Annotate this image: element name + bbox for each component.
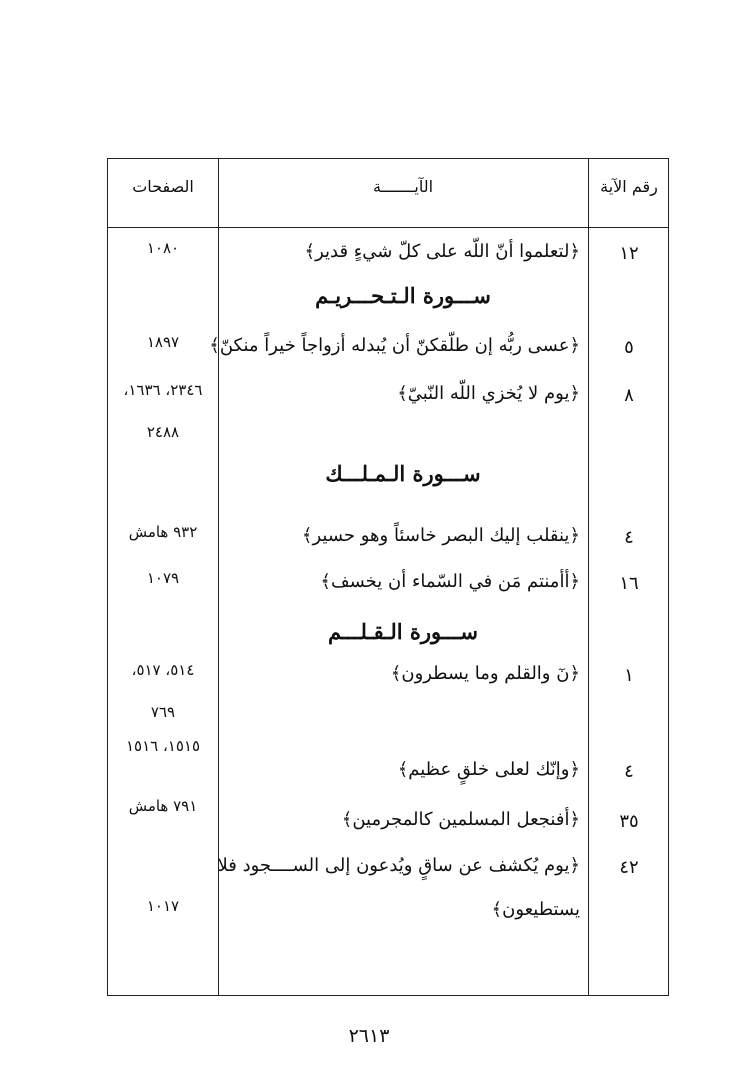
page-refs: ١٠١٧ xyxy=(146,897,180,915)
ayah-text: ﴿أأمنتم مَن في السّماء أن يخسف﴾ xyxy=(320,571,580,592)
table-row xyxy=(108,657,670,697)
table-row-continuation xyxy=(108,699,670,739)
ayah-number: ٨ xyxy=(624,385,634,406)
ayah-text: ﴿وإنّك لعلى خلقٍ عظيم﴾ xyxy=(397,759,580,780)
ayah-number: ١٦ xyxy=(619,573,639,594)
surah-heading: ســـورة الـقـلـــم xyxy=(328,619,478,644)
ayah-number: ٤٢ xyxy=(619,857,639,878)
page-refs: ٩٣٢ هامش xyxy=(128,523,198,541)
header-ayah: الآيـــــــة xyxy=(372,177,434,196)
ayah-text: ﴿ينقلب إليك البصر خاسئاً وهو حسير﴾ xyxy=(301,525,580,546)
table-row xyxy=(108,519,670,559)
ayah-text: ﴿يوم لا يُخزي اللّه النّبيّ﴾ xyxy=(397,383,580,404)
ayah-text: ﴿أفنجعل المسلمين كالمجرمين﴾ xyxy=(341,809,580,830)
page-refs: ٢٣٤٦، ١٦٣٦، xyxy=(123,381,203,399)
page-number: ٢٦١٣ xyxy=(348,1025,390,1047)
table-row xyxy=(108,377,670,417)
page-refs: ١٠٨٠ xyxy=(146,239,180,257)
page-refs: ٥١٤، ٥١٧، xyxy=(131,661,195,679)
ayah-number: ٣٥ xyxy=(619,811,639,832)
table-row-continuation xyxy=(108,419,670,459)
ayah-number: ٤ xyxy=(624,761,634,782)
table-row xyxy=(108,565,670,605)
surah-heading: ســـورة الـتـحـــريـم xyxy=(315,283,491,308)
ayah-number: ٥ xyxy=(624,337,634,358)
ayah-text: ﴿نٓ والقلم وما يسطرون﴾ xyxy=(390,663,580,684)
page-refs: ٧٦٩ xyxy=(150,703,176,721)
table-row-continuation xyxy=(108,893,670,933)
table-row xyxy=(108,329,670,369)
ayah-text-continuation: يستطيعون﴾ xyxy=(491,899,580,920)
ayah-text: ﴿عسى ربُّه إن طلّقكنّ أن يُبدله أزواجاً خيراً منكنّ﴾ xyxy=(209,335,580,356)
ayah-number: ٤ xyxy=(624,527,634,548)
table-row xyxy=(108,797,670,843)
table-row xyxy=(108,235,670,275)
ayah-text: ﴿يوم يُكشف عن ساقٍ ويُدعون إلى الســــجود فلا xyxy=(217,855,580,876)
page-refs: ٧٩١ هامش xyxy=(128,797,198,815)
page-refs: ١٠٧٩ xyxy=(146,569,180,587)
header-divider xyxy=(108,227,668,228)
page-refs: ١٨٩٧ xyxy=(146,333,180,351)
table-row xyxy=(108,737,670,793)
header-pages: الصفحات xyxy=(132,177,194,196)
page-refs: ١٥١٥، ١٥١٦ xyxy=(125,737,201,755)
index-table xyxy=(107,158,669,996)
ayah-number: ١٢ xyxy=(619,243,639,264)
header-ayah-number: رقم الآية xyxy=(600,177,658,196)
page-refs: ٢٤٨٨ xyxy=(146,423,180,441)
surah-heading: ســـورة الـمـلـــك xyxy=(325,461,481,486)
ayah-number: ١ xyxy=(624,665,634,686)
ayah-text: ﴿لتعلموا أنّ اللّه على كلّ شيءٍ قدير﴾ xyxy=(304,241,580,262)
table-row xyxy=(108,849,670,889)
